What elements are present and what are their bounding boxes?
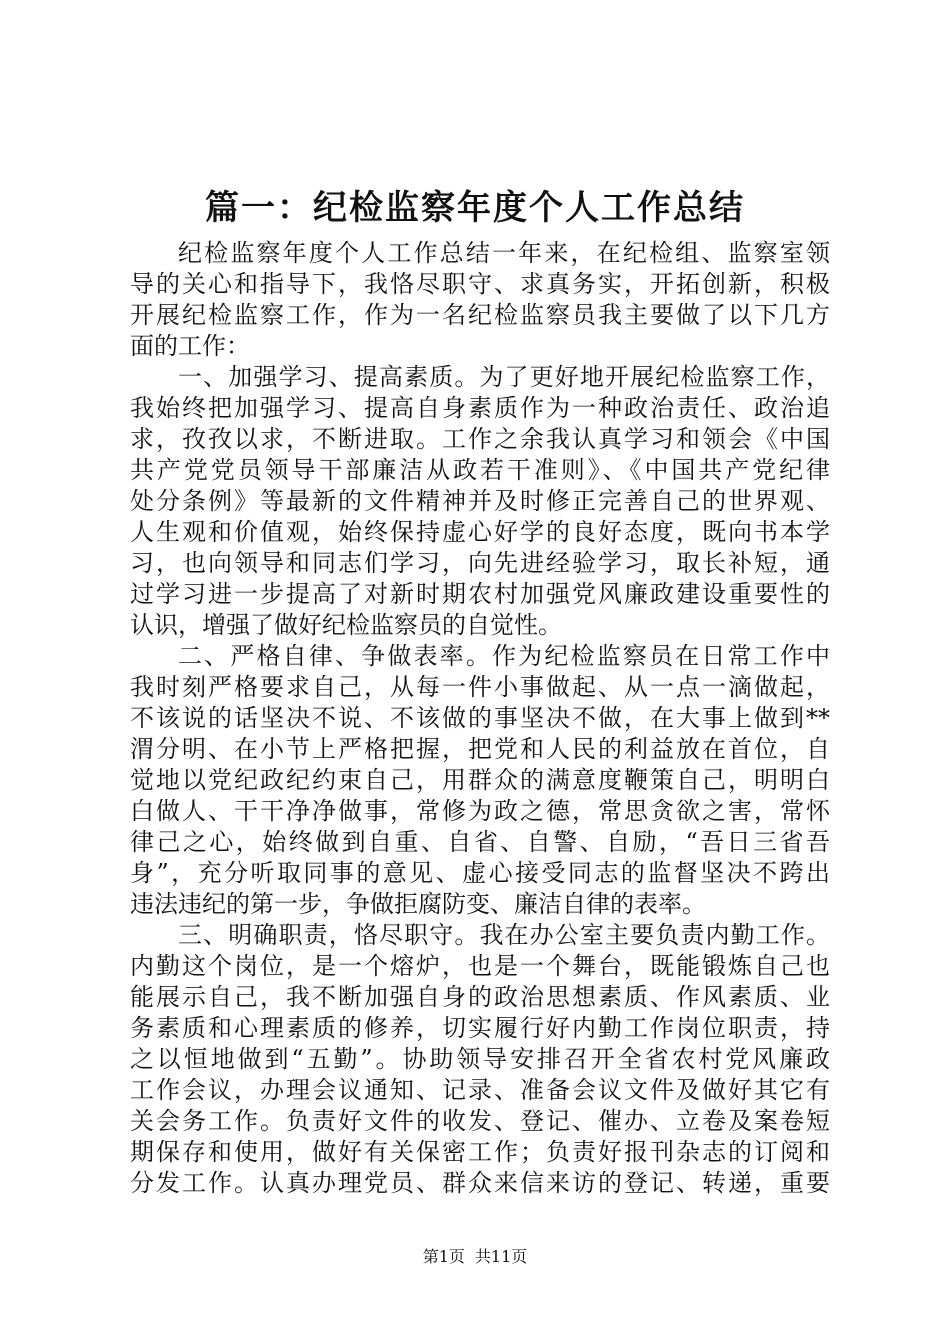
text-line: 求，孜孜以求，不断进取。工作之余我认真学习和领会《中国 <box>130 425 830 453</box>
text-line: 处分条例》等最新的文件精神并及时修正完善自己的世界观、 <box>130 487 830 515</box>
document-title: 篇一：纪检监察年度个人工作总结 <box>205 188 745 228</box>
text-line: 过学习进一步提高了对新时期农村加强党风廉政建设重要性的 <box>130 580 830 608</box>
text-line: 共产党党员领导干部廉洁从政若干准则》、《中国共产党纪律 <box>130 456 830 484</box>
text-line: 务素质和心理素质的修养，切实履行好内勤工作岗位职责，持 <box>130 1014 830 1042</box>
text-line: 三、明确职责，恪尽职守。我在办公室主要负责内勤工作。 <box>178 921 830 949</box>
document-body <box>130 238 830 1199</box>
text-line: 面的工作： <box>130 332 250 360</box>
text-line: 导的关心和指导下，我恪尽职守、求真务实，开拓创新，积极 <box>130 270 830 298</box>
text-line: 期保存和使用，做好有关保密工作；负责好报刊杂志的订阅和 <box>130 1138 830 1166</box>
text-line: 之以恒地做到“五勤”。协助领导安排召开全省农村党风廉政 <box>130 1045 830 1073</box>
text-line: 身”，充分听取同事的意见、虚心接受同志的监督坚决不跨出 <box>130 859 830 887</box>
text-line: 我时刻严格要求自己，从每一件小事做起、从一点一滴做起， <box>130 673 830 701</box>
text-line: 白做人、干干净净做事，常修为政之德，常思贪欲之害，常怀 <box>130 797 830 825</box>
text-line: 认识，增强了做好纪检监察员的自觉性。 <box>130 611 562 639</box>
page-total: 共11页 <box>474 1247 528 1266</box>
text-line: 违法违纪的第一步，争做拒腐防变、廉洁自律的表率。 <box>130 890 706 918</box>
text-line: 工作会议，办理会议通知、记录、准备会议文件及做好其它有 <box>130 1076 830 1104</box>
text-line: 习，也向领导和同志们学习，向先进经验学习，取长补短，通 <box>130 549 830 577</box>
text-line: 分发工作。认真办理党员、群众来信来访的登记、转递，重要 <box>130 1169 830 1197</box>
text-line: 开展纪检监察工作，作为一名纪检监察员我主要做了以下几方 <box>130 301 830 329</box>
text-line: 律己之心，始终做到自重、自省、自警、自励，“吾日三省吾 <box>130 828 830 856</box>
page-footer <box>0 1246 950 1268</box>
text-line: 关会务工作。负责好文件的收发、登记、催办、立卷及案卷短 <box>130 1107 830 1135</box>
text-line: 不该说的话坚决不说、不该做的事坚决不做，在大事上做到** <box>130 704 830 732</box>
page-number: 第1页 <box>422 1247 465 1266</box>
text-line: 渭分明、在小节上严格把握，把党和人民的利益放在首位，自 <box>130 735 830 763</box>
text-line: 人生观和价值观，始终保持虚心好学的良好态度，既向书本学 <box>130 518 830 546</box>
text-line: 能展示自己，我不断加强自身的政治思想素质、作风素质、业 <box>130 983 830 1011</box>
text-line: 纪检监察年度个人工作总结一年来，在纪检组、监察室领 <box>178 239 830 267</box>
text-line: 一、加强学习、提高素质。为了更好地开展纪检监察工作， <box>178 363 830 391</box>
text-line: 二、严格自律、争做表率。作为纪检监察员在日常工作中 <box>178 642 830 670</box>
text-line: 觉地以党纪政纪约束自己，用群众的满意度鞭策自己，明明白 <box>130 766 830 794</box>
text-line: 内勤这个岗位，是一个熔炉，也是一个舞台，既能锻炼自己也 <box>130 952 830 980</box>
text-line: 我始终把加强学习、提高自身素质作为一种政治责任、政治追 <box>130 394 830 422</box>
